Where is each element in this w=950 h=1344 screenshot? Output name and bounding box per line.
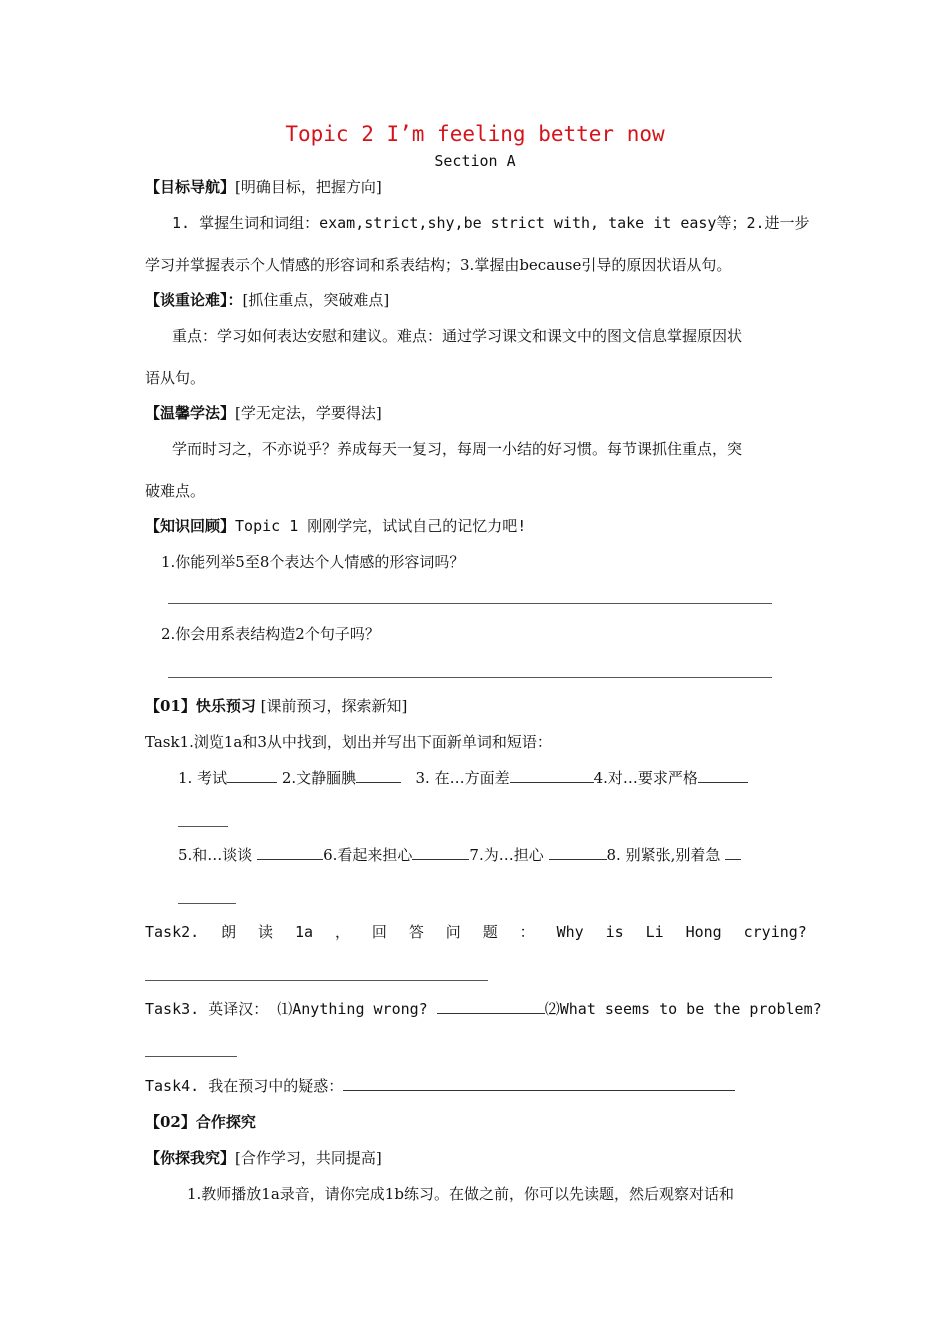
vocab-row-2	[178, 845, 741, 865]
task3-q2: ⑵What seems to be the problem?	[544, 1000, 822, 1018]
coop-heading: 【02】合作探究	[145, 1113, 256, 1131]
explore-heading: 【你探我究】	[145, 1149, 236, 1167]
task2-line	[145, 922, 807, 942]
task2-word: 1a	[294, 923, 314, 941]
method-heading: 【温馨学法】	[145, 404, 236, 422]
vocab-blank-7[interactable]	[549, 845, 607, 860]
task2-word: Li	[645, 923, 664, 941]
task2-word: 题	[482, 923, 498, 941]
vocab-item-1: 1. 考试	[178, 769, 228, 787]
vocab-blank-2[interactable]	[356, 768, 401, 783]
method-note: [学无定法，学要得法]	[235, 404, 382, 422]
section-subtitle: Section A	[434, 152, 516, 170]
vocab-item-4: 4.对…要求严格	[593, 769, 698, 787]
task3-q1: ⑴Anything wrong?	[277, 1000, 428, 1018]
vocab-blank-8[interactable]	[725, 845, 741, 860]
key-line-1: 重点：学习如何表达安慰和建议。难点：通过学习课文和课文中的图文信息掌握原因状	[172, 327, 743, 345]
explore-note: [合作学习，共同提高]	[235, 1149, 382, 1167]
review-question-1: 1.你能列举5至8个表达个人情感的形容词吗？	[161, 553, 465, 571]
vocab-item-6: 6.看起来担心	[323, 846, 413, 864]
goal-line-1: 1. 掌握生词和词组：exam,strict,shy,be strict with, take it easy等；2.进一步	[172, 214, 810, 232]
task2-word: Hong	[685, 923, 722, 941]
page-title: Topic 2 I’m feeling better now	[285, 122, 665, 146]
answer-line-2[interactable]	[168, 677, 772, 678]
vocab-row-1	[178, 768, 748, 788]
review-note: Topic 1 刚刚学完，试试自己的记忆力吧!	[235, 517, 527, 535]
task3-label: Task3. 英译汉：	[145, 1000, 269, 1018]
key-heading: 【谈重论难】	[145, 291, 228, 309]
vocab-blank-4[interactable]	[698, 768, 748, 783]
task2-word: is	[605, 923, 624, 941]
preview-heading-line	[145, 696, 407, 716]
vocab-item-3: 3. 在…方面差	[415, 769, 510, 787]
review-heading: 【知识回顾】	[145, 517, 236, 535]
task2-word: crying?	[743, 923, 807, 941]
vocab-blank-1[interactable]	[227, 768, 277, 783]
vocab-item-5: 5.和…谈谈	[178, 846, 253, 864]
task2-word: 答	[408, 923, 424, 941]
vocab-item-8: 8. 别紧张,别着急	[606, 846, 721, 864]
task3-line	[145, 999, 822, 1019]
vocab-blank-5[interactable]	[257, 845, 323, 860]
task2-word: 朗	[221, 923, 237, 941]
preview-heading: 【01】快乐预习	[145, 697, 256, 715]
goal-line-2: 学习并掌握表示个人情感的形容词和系表结构；3.掌握由because引导的原因状语从句。	[145, 256, 732, 274]
review-heading-line	[145, 516, 526, 536]
goal-note: [明确目标，把握方向]	[235, 178, 382, 196]
task2-word: ，	[334, 923, 350, 941]
method-heading-line	[145, 403, 382, 423]
goal-heading-line	[145, 177, 382, 197]
vocab-blank-3[interactable]	[510, 768, 594, 783]
vocab-blank-6[interactable]	[412, 845, 469, 860]
task3-blank-2[interactable]	[145, 1056, 237, 1057]
vocab-blank-8-cont[interactable]	[178, 903, 236, 904]
task2-word: ：	[519, 923, 535, 941]
review-question-2: 2.你会用系表结构造2个句子吗？	[161, 625, 380, 643]
key-line-2: 语从句。	[145, 369, 206, 387]
task2-word: 问	[445, 923, 461, 941]
task4-text: Task4. 我在预习中的疑惑：	[145, 1077, 344, 1095]
explore-line-1: 1.教师播放1a录音，请你完成1b练习。在做之前，你可以先读题，然后观察对话和	[187, 1185, 734, 1203]
task4-blank[interactable]	[343, 1076, 735, 1091]
goal-heading: 【目标导航】	[145, 178, 236, 196]
task2-word: 回	[371, 923, 387, 941]
key-note: [抓住重点，突破难点]	[242, 291, 390, 309]
preview-note: [课前预习，探索新知]	[260, 697, 408, 715]
task2-word: 读	[258, 923, 274, 941]
explore-heading-line	[145, 1148, 382, 1168]
task2-word: Task2.	[145, 923, 200, 941]
key-heading-line	[145, 290, 389, 310]
method-line-1: 学而时习之，不亦说乎？养成每天一复习，每周一小结的好习惯。每节课抓住重点，突	[172, 440, 743, 458]
task3-blank-1[interactable]	[437, 999, 545, 1014]
answer-line-1[interactable]	[168, 603, 772, 604]
task4-line	[145, 1076, 735, 1096]
task2-word: Why	[556, 923, 584, 941]
method-line-2: 破难点。	[145, 482, 206, 500]
vocab-item-7: 7.为…担心	[469, 846, 544, 864]
task1-text: Task1.浏览1a和3从中找到，划出并写出下面新单词和短语：	[145, 733, 552, 751]
task2-answer-line[interactable]	[145, 980, 488, 981]
vocab-item-2: 2.文静腼腆	[281, 769, 357, 787]
vocab-blank-4-cont[interactable]	[178, 826, 228, 827]
key-sep: ：	[227, 291, 243, 309]
